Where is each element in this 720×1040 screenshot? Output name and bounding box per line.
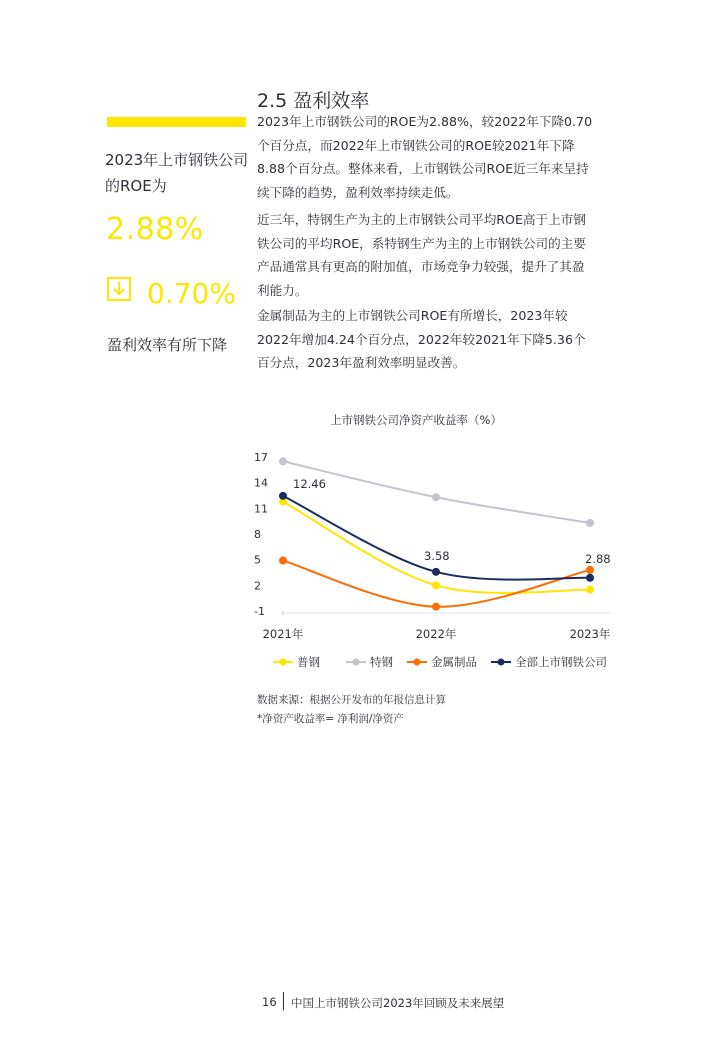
data-label: 3.58 <box>424 548 450 563</box>
paragraph-2: 近三年，特钢生产为主的上市钢铁公司平均ROE高于上市钢铁公司的平均ROE，系特钢生产为主的上市钢铁公司的主要产品通常具有更高的附加值，市场竞争力较强，提升了其盈利能力。 <box>257 212 586 298</box>
legend-label: 特钢 <box>370 655 393 669</box>
data-point <box>586 519 594 527</box>
accent-bar <box>107 117 246 127</box>
data-point <box>432 581 440 589</box>
data-point <box>432 493 440 501</box>
y-tick-label: 8 <box>254 528 261 541</box>
data-label: 2.88 <box>585 551 611 566</box>
page-number: 16 <box>262 995 277 1009</box>
data-point <box>586 566 594 574</box>
chart-title: 上市钢铁公司净资产收益率（%） <box>330 413 502 427</box>
legend-swatch-marker <box>353 659 360 666</box>
roe-line-chart <box>240 400 620 685</box>
legend-swatch-marker <box>498 659 505 666</box>
series-line-1 <box>283 461 590 523</box>
sidebar-note: 盈利效率有所下降 <box>107 336 228 354</box>
paragraph-3: 金属制品为主的上市钢铁公司ROE有所增长，2023年较2022年增加4.24个百分点，2022年较2021年下降5.36个百分点，2023年盈利效率明显改善。 <box>257 308 586 370</box>
roe-stat: 2.88% <box>106 212 204 247</box>
sidebar-label: 2023年上市钢铁公司的ROE为 <box>105 151 249 195</box>
x-tick-label: 2021年 <box>262 627 304 641</box>
y-tick-label: 2 <box>254 579 261 593</box>
formula-note: *净资产收益率= 净利润/净资产 <box>257 713 404 725</box>
arrow-down-icon <box>107 277 131 301</box>
paragraph-1: 2023年上市钢铁公司的ROE为2.88%，较2022年下降0.70个百分点，而2022年上市钢铁公司的ROE较2021年下降8.88个百分点。整体来看，上市钢铁公司ROE近三年来呈持续下降的趋势，盈利效率持续走低。 <box>257 114 593 200</box>
data-point <box>586 586 594 594</box>
legend-label: 普钢 <box>297 655 320 669</box>
legend-label: 金属制品 <box>431 655 477 669</box>
data-point <box>279 492 287 500</box>
data-point <box>586 574 594 582</box>
data-point <box>432 568 440 576</box>
footer-title: 中国上市钢铁公司2023年回顾及未来展望 <box>291 996 505 1010</box>
y-tick-label: -1 <box>254 605 265 618</box>
data-point <box>279 457 287 465</box>
legend-label: 全部上市钢铁公司 <box>515 655 607 669</box>
x-tick-label: 2022年 <box>415 627 457 641</box>
y-tick-label: 14 <box>254 476 268 490</box>
y-tick-label: 5 <box>254 553 261 567</box>
series-line-3 <box>283 496 590 580</box>
x-tick-label: 2023年 <box>569 627 611 641</box>
y-tick-label: 11 <box>254 502 268 516</box>
data-point <box>279 557 287 565</box>
data-label: 12.46 <box>293 476 326 491</box>
roe-change-stat: 0.70% <box>147 277 236 310</box>
data-source-note: 数据来源：根据公开发布的年报信息计算 <box>257 694 446 706</box>
section-heading: 2.5 盈利效率 <box>257 90 370 112</box>
y-tick-label: 17 <box>254 451 268 464</box>
data-point <box>432 603 440 611</box>
legend-swatch-marker <box>280 659 287 666</box>
legend-swatch-marker <box>414 659 421 666</box>
footer-divider <box>283 992 284 1010</box>
